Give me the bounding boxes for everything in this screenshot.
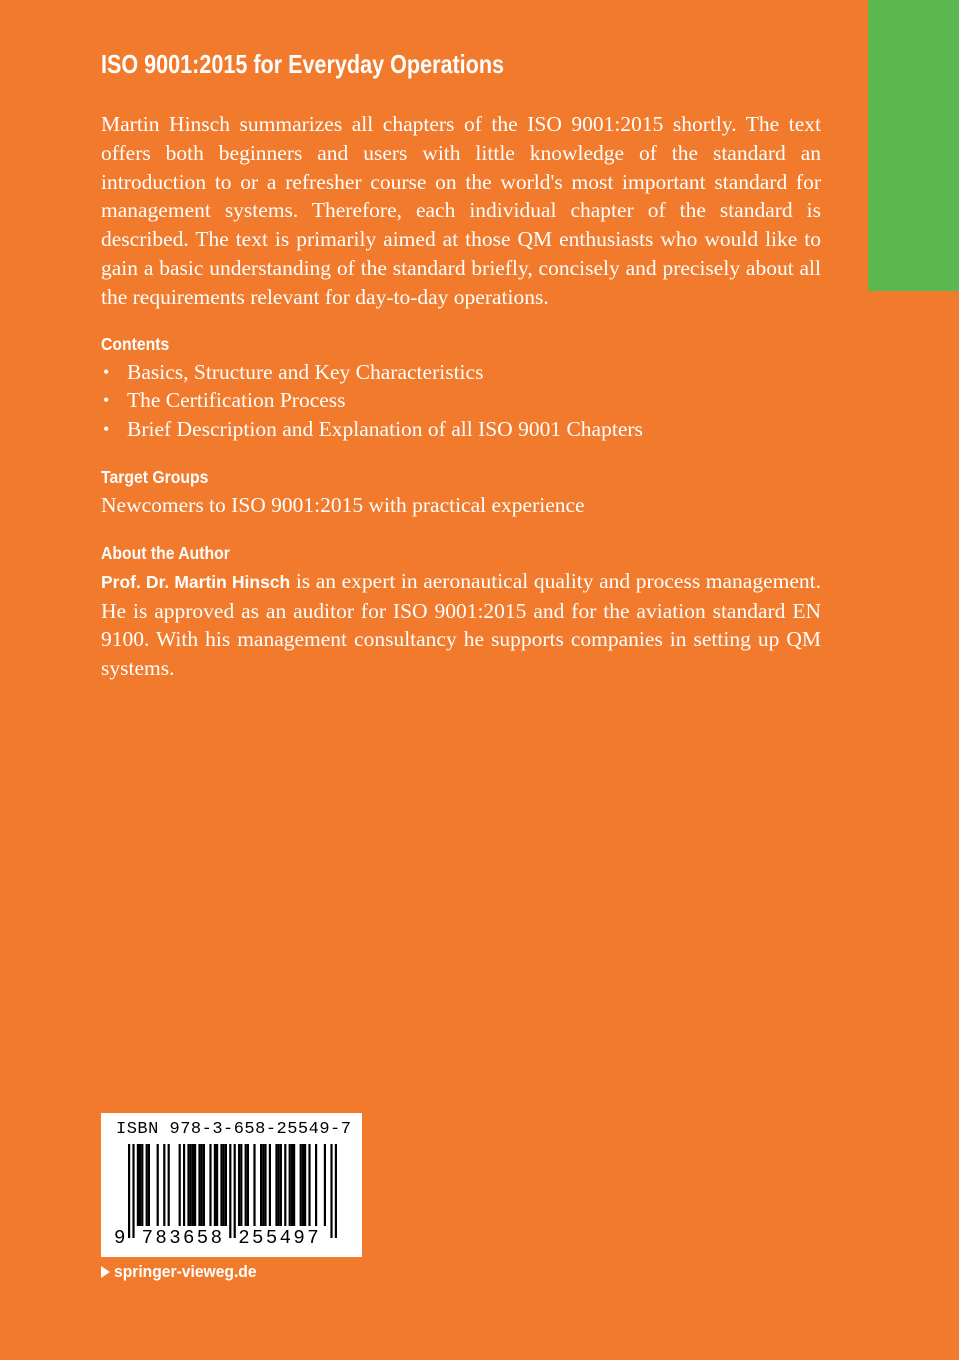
isbn-label: ISBN 978-3-658-25549-7 <box>116 1120 352 1139</box>
barcode-bar <box>238 1144 240 1226</box>
back-cover-content <box>101 110 821 683</box>
arrow-right-icon <box>101 1266 110 1278</box>
barcode-bars <box>128 1144 350 1238</box>
barcode-guard-bar <box>335 1144 337 1238</box>
barcode-guard-bar <box>132 1144 134 1238</box>
barcode-bar <box>148 1144 150 1226</box>
target-groups-section <box>101 463 821 520</box>
barcode-bar <box>168 1144 170 1226</box>
barcode-guard-bar <box>229 1144 231 1238</box>
barcode-bar <box>284 1144 286 1226</box>
barcode-bar <box>223 1144 225 1226</box>
green-color-tab <box>868 0 959 291</box>
barcode-bar <box>280 1144 282 1226</box>
barcode-bar <box>264 1144 266 1226</box>
barcode-bar <box>278 1144 280 1226</box>
barcode-bar <box>146 1144 148 1226</box>
barcode-bar <box>324 1144 326 1226</box>
barcode-bar <box>245 1144 247 1226</box>
barcode-bar <box>194 1144 196 1226</box>
barcode-bar <box>302 1144 304 1226</box>
barcode-digits: 9 783658 255497 <box>114 1227 322 1249</box>
barcode-bar <box>201 1144 203 1226</box>
book-description: Martin Hinsch summarizes all chapters of the ISO 9001:2015 shortly. The text offers both beginners and users with little knowledge of the standard an introduction to or a refresher course on the world's most important standard for management systems. Therefore, each individual chapter of the standard is described. The text is primarily aimed at those QM enthusiasts who would like to gain a basic understanding of the standard briefly, concisely and precisely about all the requirements relevant for day-to-day operations. <box>101 112 821 309</box>
barcode-bar <box>308 1144 310 1226</box>
author-bio <box>101 567 821 683</box>
barcode-bar <box>209 1144 211 1226</box>
target-groups-heading: Target Groups <box>101 466 209 487</box>
barcode-bar <box>247 1144 249 1226</box>
barcode-bar <box>198 1144 200 1226</box>
barcode-bar <box>216 1144 218 1226</box>
contents-item: • Basics, Structure and Key Characteristics <box>101 358 821 387</box>
author-name: Prof. Dr. Martin Hinsch <box>101 571 291 592</box>
target-groups-text: Newcomers to ISO 9001:2015 with practical experience <box>101 492 585 517</box>
barcode-bar <box>157 1144 159 1226</box>
barcode-bar <box>262 1144 264 1226</box>
barcode-bar <box>139 1144 141 1226</box>
contents-heading: Contents <box>101 333 170 354</box>
barcode-bar <box>269 1144 271 1226</box>
barcode-guard-bar <box>128 1144 130 1238</box>
barcode-bar <box>187 1144 189 1226</box>
barcode-bar <box>163 1144 165 1226</box>
bullet-icon: • <box>103 361 110 382</box>
barcode-bar <box>141 1144 143 1226</box>
barcode-bar <box>179 1144 181 1226</box>
barcode-bar <box>300 1144 302 1226</box>
barcode-bar <box>137 1144 139 1226</box>
barcode-bar <box>304 1144 306 1226</box>
barcode-bar <box>220 1144 222 1226</box>
barcode-guard-bar <box>330 1144 332 1238</box>
isbn-barcode <box>101 1113 362 1257</box>
author-section <box>101 539 821 683</box>
barcode-bar <box>293 1144 295 1226</box>
website-link-text: springer-vieweg.de <box>114 1262 257 1281</box>
author-heading: About the Author <box>101 542 230 563</box>
contents-list <box>101 358 821 444</box>
barcode-bar <box>192 1144 194 1226</box>
contents-item: • Brief Description and Explanation of all ISO 9001 Chapters <box>101 415 821 444</box>
barcode-bar <box>240 1144 242 1226</box>
bullet-icon: • <box>103 390 110 411</box>
barcode-bar <box>225 1144 227 1226</box>
barcode-bar <box>203 1144 205 1226</box>
bullet-icon: • <box>103 419 110 440</box>
publisher-website[interactable] <box>101 1262 269 1282</box>
contents-item: • The Certification Process <box>101 386 821 415</box>
author-bio-text: is an expert in aeronautical quality and process management. He is approved as an auditor for ISO 9001:2015 and for the aviation standard EN 9100. With his management consultancy he supports companies in setting up QM systems. <box>101 568 821 681</box>
barcode-bar <box>291 1144 293 1226</box>
barcode-bar <box>214 1144 216 1226</box>
barcode-bar <box>315 1144 317 1226</box>
barcode-bar <box>260 1144 262 1226</box>
barcode-bar <box>253 1144 255 1226</box>
barcode-guard-bar <box>234 1144 236 1238</box>
barcode-bar <box>289 1144 291 1226</box>
barcode-bar <box>275 1144 277 1226</box>
book-title: ISO 9001:2015 for Everyday Operations <box>101 49 505 79</box>
barcode-bar <box>183 1144 185 1226</box>
barcode-bar <box>190 1144 192 1226</box>
contents-section <box>101 330 821 444</box>
